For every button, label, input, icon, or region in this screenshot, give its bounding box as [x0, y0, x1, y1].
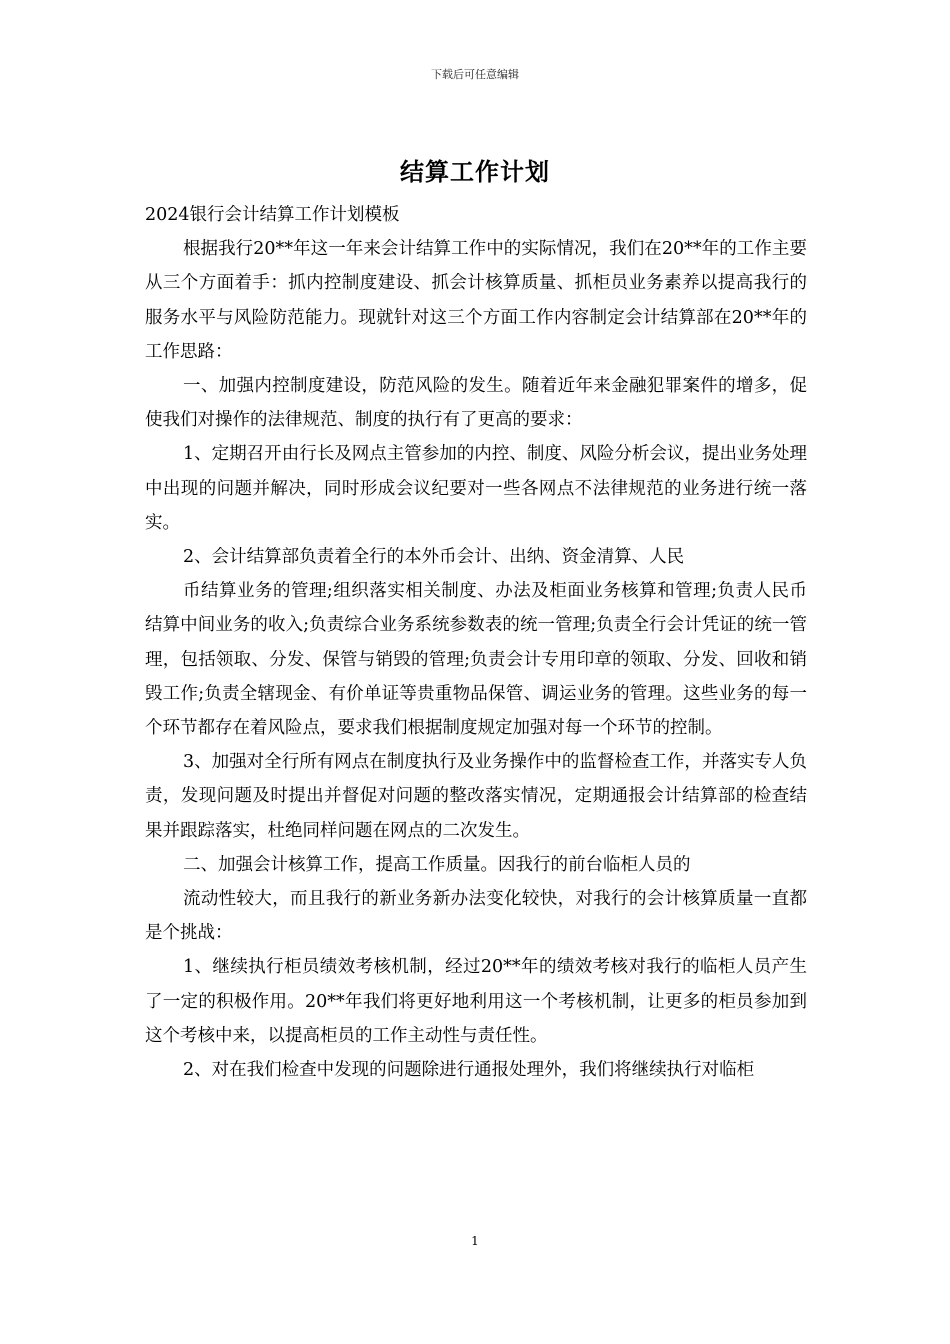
paragraph-2-1: 1、继续执行柜员绩效考核机制，经过20**年的绩效考核对我行的临柜人员产生了一定的积极作用。20**年我们将更好地利用这一个考核机制，让更多的柜员参加到这个考核中来，以提高柜员的工作主动性与责任性。	[145, 957, 807, 1046]
paragraph-section-1: 一、加强内控制度建设，防范风险的发生。随着近年来金融犯罪案件的增多，促使我们对操作的法律规范、制度的执行有了更高的要求：	[145, 376, 807, 431]
paragraph-1-2: 2、会计结算部负责着全行的本外币会计、出纳、资金清算、人民	[183, 547, 685, 568]
page-number: 1	[471, 1234, 479, 1248]
document-title: 结算工作计划	[400, 158, 550, 186]
page-header: 下载后可任意编辑	[431, 68, 519, 81]
paragraph-intro: 根据我行20**年这一年来会计结算工作中的实际情况，我们在20**年的工作主要从三个方面着手：抓内控制度建设、抓会计核算质量、抓柜员业务素养以提高我行的服务水平与风险防范能力。现就针对这三个方面工作内容制定会计结算部在20**年的工作思路：	[145, 239, 807, 362]
paragraph-section-2: 二、加强会计核算工作，提高工作质量。因我行的前台临柜人员的	[183, 854, 691, 875]
paragraph-1-3: 3、加强对全行所有网点在制度执行及业务操作中的监督检查工作，并落实专人负责，发现问题及时提出并督促对问题的整改落实情况，定期通报会计结算部的检查结果并跟踪落实，杜绝同样问题在网点的二次发生。	[145, 752, 807, 841]
paragraph-1-2-continued: 币结算业务的管理;组织落实相关制度、办法及柜面业务核算和管理;负责人民币结算中间业务的收入;负责综合业务系统参数表的统一管理;负责全行会计凭证的统一管理，包括领取、分发、保管与销毁的管理;负责会计专用印章的领取、分发、回收和销毁工作;负责全辖现金、有价单证等贵重物品保管、调运业务的管理。这些业务的每一个环节都存在着风险点，要求我们根据制度规定加强对每一个环节的控制。	[145, 581, 807, 739]
paragraph-1-1: 1、定期召开由行长及网点主管参加的内控、制度、风险分析会议，提出业务处理中出现的问题并解决，同时形成会议纪要对一些各网点不法律规范的业务进行统一落实。	[145, 444, 807, 533]
paragraph-2-2: 2、对在我们检查中发现的问题除进行通报处理外，我们将继续执行对临柜	[183, 1060, 755, 1081]
document-subtitle: 2024银行会计结算工作计划模板	[145, 205, 400, 225]
document-body	[145, 198, 807, 1087]
paragraph-section-2-continued: 流动性较大，而且我行的新业务新办法变化较快，对我行的会计核算质量一直都是个挑战：	[145, 889, 807, 944]
